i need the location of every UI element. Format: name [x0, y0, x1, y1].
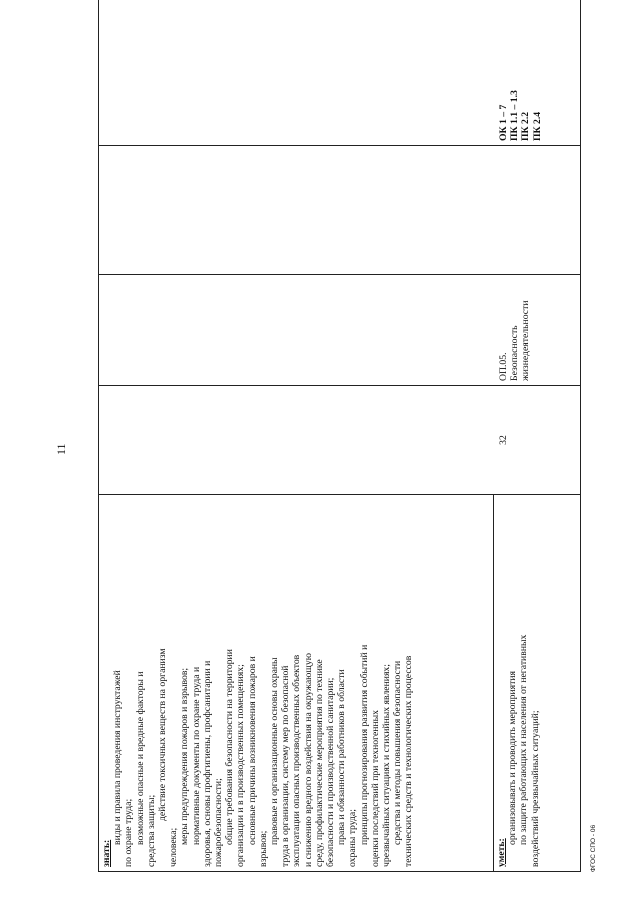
curriculum-table	[98, 0, 581, 872]
knowledge-cell	[99, 495, 494, 872]
competency-code: ОК 1 – 7	[498, 104, 509, 141]
footer-code: ФГОС СПО - 06	[590, 824, 597, 872]
skills-list	[507, 499, 541, 867]
text-line: охраны труда;	[347, 809, 359, 867]
skills-heading: уметь:	[496, 838, 507, 867]
text-line: воздействий чрезвычайных ситуаций;	[529, 710, 541, 867]
text-line: и снижению вредного воздействия на окружающую	[302, 653, 314, 867]
text-line: человека;	[168, 827, 180, 867]
text-line: по охране труда;	[123, 798, 135, 867]
text-line: эксплуатации опасных производственных объектов	[291, 654, 303, 867]
text-line: пожаробезопасности;	[213, 778, 225, 867]
competency-code: ПК 2.2	[520, 111, 532, 141]
text-line: организации и в производственных помещениях;	[235, 664, 247, 867]
text-line: технических средств и технологических процессов	[403, 655, 415, 867]
text-line: виды и правила проведения инструктажей	[112, 670, 124, 845]
page-number: 11	[54, 443, 68, 455]
text-line: средства защиты;	[145, 794, 157, 867]
text-line: принципы прогнозирования развития событий и	[358, 644, 370, 845]
text-line: оценки последствий при техногенных	[369, 709, 381, 867]
text-line: взрывов;	[257, 830, 269, 867]
text-line: действие токсичных веществ на организм	[157, 648, 169, 821]
competency-code: ПК 2.4	[531, 111, 543, 141]
skills-cell	[494, 495, 581, 872]
text-line: чрезвычайных ситуациях и стихийных явлениях;	[381, 664, 393, 867]
rotated-page-content	[98, 20, 580, 872]
table-row	[99, 0, 494, 872]
text-line: среду, профилактические мероприятия по технике	[313, 659, 325, 867]
extra-cell	[99, 146, 581, 275]
text-line: основные причины возникновения пожаров и	[246, 656, 258, 845]
competency-code: ПК 1.1 – 1.3	[509, 90, 521, 141]
hours-value: 32	[498, 435, 509, 445]
text-line: по защите работающих и населения от негативных	[518, 634, 530, 845]
text-line: средства и методы повышения безопасности	[392, 660, 404, 845]
hours-cell	[99, 386, 581, 495]
text-line: возможные опасные и вредные факторы и	[134, 671, 146, 845]
knowledge-heading: знать:	[101, 839, 112, 867]
text-line: меры предупреждения пожаров и взрывов;	[179, 667, 191, 845]
text-line: труда в организации, систему мер по безопасной	[280, 665, 292, 867]
discipline-index: ОП.05.	[498, 352, 509, 381]
text-line: права и обязанности работников в области	[336, 669, 348, 845]
text-line: безопасности и производственной санитарии;	[325, 677, 337, 867]
text-line: общие требования безопасности на территории	[224, 649, 236, 845]
text-line: нормативные документы по охране труда и	[190, 666, 202, 845]
knowledge-list	[112, 499, 414, 867]
index-cell	[99, 275, 581, 386]
text-line: здоровья, основы профгигиены, профсанитарии и	[201, 660, 213, 867]
competency-cell	[99, 0, 581, 146]
discipline-name-line: жизнедеятельности	[520, 300, 532, 381]
text-line: правовые и организационные основы охраны	[269, 657, 281, 845]
discipline-name-line: Безопасность	[509, 325, 521, 381]
text-line: организовывать и проводить мероприятия	[507, 671, 519, 845]
